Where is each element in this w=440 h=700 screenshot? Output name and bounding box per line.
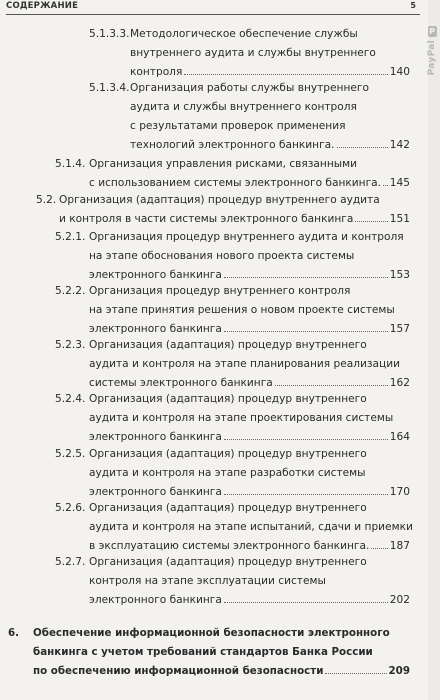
toc-entry-number: 5.2.5. [55, 448, 86, 460]
toc-entry-line: Организация (адаптация) процедур внутреннего [89, 448, 367, 460]
toc-entry-line: системы электронного банкинга [89, 377, 273, 389]
toc-entry-page: 145 [389, 177, 410, 189]
toc-entry-page: 170 [389, 486, 410, 498]
toc-entry-page: 142 [389, 139, 410, 151]
toc-entry-page: 157 [389, 323, 410, 335]
toc-entry-line: на этапе обоснования нового проекта системы [89, 250, 355, 262]
toc-entry-line: электронного банкинга [89, 323, 222, 335]
toc-entry [55, 155, 410, 193]
toc-entry-number: 5.1.3.4. [89, 82, 130, 94]
dot-leader [383, 185, 388, 186]
toc-entry-last-line [89, 591, 410, 610]
running-head: СОДЕРЖАНИЕ [6, 1, 79, 11]
toc-entry [55, 390, 410, 447]
toc-entry-line: технологий электронного банкинга. [130, 139, 335, 151]
toc-entry-line: Организация работы службы внутреннего [130, 82, 369, 94]
toc-entry-line: внутреннего аудита и службы внутреннего [130, 47, 376, 59]
toc-entry-line: Организация (адаптация) процедур внутреннего аудита [59, 194, 380, 206]
toc-entry-line: Методологическое обеспечение службы [130, 28, 358, 40]
toc-entry-page: 162 [389, 377, 410, 389]
toc-entry-page: 187 [389, 540, 410, 552]
watermark [424, 26, 440, 106]
toc-entry-number: 5.2.1. [55, 231, 86, 243]
dot-leader [224, 602, 388, 603]
page-number: 5 [410, 1, 416, 10]
dot-leader [371, 548, 387, 549]
header-rule [6, 14, 420, 15]
toc-entry-line: Организация (адаптация) процедур внутреннего [89, 556, 367, 568]
toc-entry [55, 553, 410, 610]
toc-entry [55, 445, 410, 502]
watermark-text: PayPal [427, 40, 437, 76]
toc-entry-line: электронного банкинга [89, 431, 222, 443]
toc-entry-page: 140 [389, 66, 410, 78]
toc-entry-line: контроля [130, 66, 183, 78]
toc-entry-line: в эксплуатацию системы электронного банкинга. [89, 540, 370, 552]
toc-entry-number: 5.2.7. [55, 556, 86, 568]
toc-entry-page: 209 [388, 665, 410, 677]
paypal-icon: P [429, 27, 435, 36]
dot-leader [184, 74, 387, 75]
toc-entry [55, 336, 410, 393]
toc-entry-line: и контроля в части системы электронного банкинга [59, 213, 354, 225]
dot-leader [325, 673, 386, 674]
dot-leader [275, 385, 388, 386]
toc-entry [89, 79, 410, 155]
toc-entry [36, 191, 410, 229]
toc-entry-line: аудита и контроля на этапе проектирования системы [89, 412, 394, 424]
toc-entry [89, 25, 410, 82]
dot-leader [224, 277, 388, 278]
toc-entry-number: 5.2.2. [55, 285, 86, 297]
toc-entry-line: Организация (адаптация) процедур внутреннего [89, 339, 367, 351]
toc-entry [55, 282, 410, 339]
toc-entry-line: с результатами проверок применения [130, 120, 346, 132]
toc-entry-line: Организация управления рисками, связанными [89, 158, 357, 170]
toc-entry-number: 5.2. [36, 194, 57, 206]
toc-entry-last-line [59, 210, 410, 229]
toc-entry-line: аудита и контроля на этапе разработки системы [89, 467, 366, 479]
toc-entry-last-line [130, 136, 410, 155]
toc-entry-line: электронного банкинга [89, 594, 222, 606]
dot-leader [224, 439, 388, 440]
dot-leader [224, 331, 388, 332]
toc-entry-last-line [33, 662, 410, 681]
toc-entry-page: 164 [389, 431, 410, 443]
toc-entry-line: аудита и службы внутреннего контроля [130, 101, 357, 113]
toc-entry-line: Организация процедур внутреннего контроля [89, 285, 351, 297]
toc-entry-line: банкинга с учетом требований стандартов Банка России [33, 646, 373, 658]
dot-leader [224, 494, 388, 495]
toc-entry-line: электронного банкинга [89, 486, 222, 498]
toc-entry [55, 499, 413, 556]
toc-entry-page: 153 [389, 269, 410, 281]
toc-entry-line: Организация (адаптация) процедур внутреннего [89, 502, 367, 514]
toc-entry-line: контроля на этапе эксплуатации системы [89, 575, 326, 587]
dot-leader [337, 147, 388, 148]
toc-entry-line: Организация процедур внутреннего аудита и контроля [89, 231, 404, 243]
toc-entry-line: электронного банкинга [89, 269, 222, 281]
dot-leader [355, 221, 387, 222]
toc-entry-line: аудита и контроля на этапе планирования реализации [89, 358, 401, 370]
toc-entry-line: Организация (адаптация) процедур внутреннего [89, 393, 367, 405]
toc-entry [8, 624, 410, 681]
toc-entry-line: с использованием системы электронного банкинга. [89, 177, 382, 189]
toc-entry-line: Обеспечение информационной безопасности электронного [33, 627, 390, 639]
toc-entry [55, 228, 410, 285]
toc-entry-number: 5.1.3.3. [89, 28, 130, 40]
toc-entry-number: 6. [8, 627, 20, 639]
toc-entry-page: 202 [389, 594, 410, 606]
toc-entry-line: на этапе принятия решения о новом проекте системы [89, 304, 395, 316]
toc-entry-page: 151 [389, 213, 410, 225]
toc-entry-number: 5.2.6. [55, 502, 86, 514]
toc-entry-line: аудита и контроля на этапе испытаний, сдачи и приемки [89, 521, 413, 533]
toc-entry-line: по обеспечению информационной безопасности [33, 665, 324, 677]
toc-entry-number: 5.1.4. [55, 158, 86, 170]
toc-entry-number: 5.2.3. [55, 339, 86, 351]
toc-entry-number: 5.2.4. [55, 393, 86, 405]
